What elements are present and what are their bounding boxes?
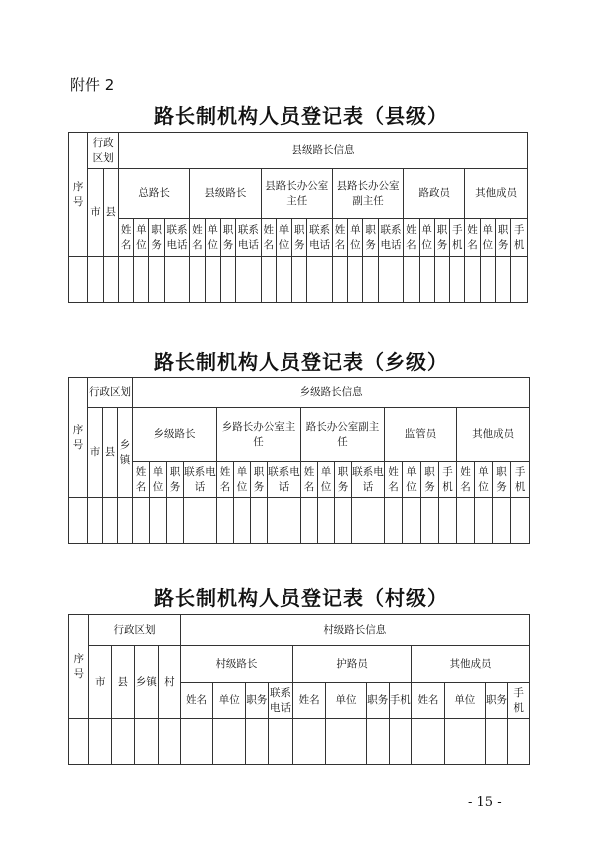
city-header: 市 — [89, 646, 112, 719]
field-header: 职务 — [367, 683, 390, 719]
field-header: 姓名 — [301, 462, 318, 498]
empty-cell — [150, 498, 167, 544]
field-header: 单位 — [444, 683, 485, 719]
group-header: 县路长办公室主任 — [261, 169, 332, 219]
group-header: 村级路长 — [180, 646, 293, 683]
group-header: 总路长 — [118, 169, 189, 219]
group-header: 监管员 — [385, 408, 457, 462]
empty-cell — [112, 719, 135, 765]
field-header: 联系电话 — [184, 462, 217, 498]
empty-cell — [69, 257, 88, 303]
empty-cell — [404, 257, 419, 303]
empty-cell — [352, 498, 385, 544]
field-header: 职务 — [220, 219, 235, 257]
town-registration-table — [68, 377, 530, 544]
empty-cell — [134, 257, 149, 303]
empty-cell — [234, 498, 251, 544]
empty-cell — [103, 257, 118, 303]
empty-cell — [118, 498, 133, 544]
field-header: 单位 — [419, 219, 434, 257]
empty-cell — [268, 498, 301, 544]
empty-cell — [495, 257, 510, 303]
field-header: 单位 — [213, 683, 246, 719]
field-header: 单位 — [318, 462, 335, 498]
county-header: 县 — [103, 169, 118, 257]
empty-cell — [389, 719, 412, 765]
field-header: 单位 — [205, 219, 220, 257]
empty-cell — [511, 257, 528, 303]
field-header: 职务 — [363, 219, 378, 257]
empty-cell — [332, 257, 347, 303]
village-registration-table — [68, 614, 530, 765]
county-table-title: 路长制机构人员登记表（县级） — [154, 104, 448, 128]
empty-cell — [190, 257, 205, 303]
township-header: 乡镇 — [118, 408, 133, 498]
empty-cell — [465, 257, 480, 303]
field-header: 职务 — [495, 219, 510, 257]
empty-cell — [180, 719, 213, 765]
field-header: 姓名 — [465, 219, 480, 257]
town-table-title: 路长制机构人员登记表（乡级） — [154, 350, 448, 374]
empty-cell — [134, 719, 159, 765]
empty-cell — [220, 257, 235, 303]
field-header: 手机 — [508, 683, 530, 719]
empty-cell — [205, 257, 220, 303]
field-header: 姓名 — [133, 462, 150, 498]
village-header: 村 — [159, 646, 181, 719]
empty-cell — [508, 719, 530, 765]
city-header: 市 — [88, 408, 103, 498]
empty-cell — [385, 498, 403, 544]
field-header: 职务 — [246, 683, 269, 719]
group-header: 路长办公室副主任 — [301, 408, 385, 462]
table-row — [69, 257, 528, 303]
group-header: 其他成员 — [465, 169, 528, 219]
field-header: 姓名 — [404, 219, 419, 257]
group-header: 县路长办公室副主任 — [332, 169, 403, 219]
field-header: 单位 — [348, 219, 363, 257]
field-header: 职务 — [149, 219, 164, 257]
township-header: 乡镇 — [134, 646, 159, 719]
field-header: 职务 — [421, 462, 439, 498]
empty-cell — [419, 257, 434, 303]
empty-cell — [133, 498, 150, 544]
empty-cell — [363, 257, 378, 303]
admin-header: 行政区划 — [88, 378, 133, 408]
empty-cell — [493, 498, 511, 544]
field-header: 职务 — [251, 462, 268, 498]
field-header: 单位 — [150, 462, 167, 498]
empty-cell — [457, 498, 475, 544]
empty-cell — [276, 257, 291, 303]
empty-cell — [444, 719, 485, 765]
empty-cell — [403, 498, 421, 544]
field-header: 姓名 — [217, 462, 234, 498]
empty-cell — [485, 719, 508, 765]
village-table-title: 路长制机构人员登记表（村级） — [154, 586, 448, 610]
field-header: 单位 — [134, 219, 149, 257]
empty-cell — [184, 498, 217, 544]
group-header: 乡路长办公室主任 — [217, 408, 301, 462]
empty-cell — [326, 719, 367, 765]
empty-cell — [335, 498, 352, 544]
empty-cell — [292, 257, 307, 303]
field-header: 手机 — [511, 462, 530, 498]
field-header: 联系电话 — [268, 462, 301, 498]
empty-cell — [213, 719, 246, 765]
county-header: 县 — [112, 646, 135, 719]
empty-cell — [88, 498, 103, 544]
seq-header: 序号 — [69, 133, 88, 257]
group-header: 其他成员 — [457, 408, 530, 462]
info-header: 村级路长信息 — [180, 615, 529, 646]
empty-cell — [301, 498, 318, 544]
field-header: 姓名 — [118, 219, 133, 257]
field-header: 姓名 — [180, 683, 213, 719]
info-header: 县级路长信息 — [118, 133, 527, 169]
admin-header: 行政区划 — [89, 615, 180, 646]
empty-cell — [89, 719, 112, 765]
empty-cell — [511, 498, 530, 544]
empty-cell — [450, 257, 465, 303]
field-header: 姓名 — [385, 462, 403, 498]
field-header: 姓名 — [261, 219, 276, 257]
field-header: 手机 — [511, 219, 528, 257]
seq-header: 序号 — [69, 378, 88, 498]
field-header: 联系电话 — [352, 462, 385, 498]
field-header: 姓名 — [412, 683, 445, 719]
empty-cell — [268, 719, 293, 765]
empty-cell — [348, 257, 363, 303]
county-header: 县 — [103, 408, 118, 498]
field-header: 姓名 — [457, 462, 475, 498]
seq-header: 序号 — [69, 615, 89, 719]
empty-cell — [261, 257, 276, 303]
empty-cell — [246, 719, 269, 765]
empty-cell — [88, 257, 103, 303]
county-registration-table — [68, 132, 528, 303]
empty-cell — [475, 498, 493, 544]
field-header: 单位 — [403, 462, 421, 498]
table-row — [69, 719, 530, 765]
city-header: 市 — [88, 169, 103, 257]
empty-cell — [480, 257, 495, 303]
field-header: 手机 — [439, 462, 457, 498]
field-header: 姓名 — [293, 683, 326, 719]
field-header: 姓名 — [190, 219, 205, 257]
group-header: 其他成员 — [412, 646, 530, 683]
field-header: 手机 — [389, 683, 412, 719]
empty-cell — [69, 719, 89, 765]
field-header: 单位 — [276, 219, 291, 257]
field-header: 姓名 — [332, 219, 347, 257]
empty-cell — [293, 719, 326, 765]
empty-cell — [251, 498, 268, 544]
empty-cell — [412, 719, 445, 765]
empty-cell — [103, 498, 118, 544]
field-header: 联系电话 — [378, 219, 403, 257]
field-header: 联系电话 — [307, 219, 332, 257]
group-header: 乡级路长 — [133, 408, 217, 462]
empty-cell — [236, 257, 261, 303]
empty-cell — [167, 498, 184, 544]
empty-cell — [421, 498, 439, 544]
empty-cell — [159, 719, 181, 765]
field-header: 联系电话 — [164, 219, 189, 257]
group-header: 县级路长 — [190, 169, 261, 219]
field-header: 职务 — [434, 219, 449, 257]
empty-cell — [439, 498, 457, 544]
group-header: 路政员 — [404, 169, 465, 219]
info-header: 乡级路长信息 — [133, 378, 530, 408]
group-header: 护路员 — [293, 646, 412, 683]
empty-cell — [318, 498, 335, 544]
empty-cell — [69, 498, 88, 544]
attachment-label: 附件 2 — [70, 76, 115, 94]
field-header: 职务 — [292, 219, 307, 257]
empty-cell — [149, 257, 164, 303]
field-header: 单位 — [326, 683, 367, 719]
field-header: 手机 — [450, 219, 465, 257]
empty-cell — [164, 257, 189, 303]
empty-cell — [434, 257, 449, 303]
field-header: 联系电话 — [236, 219, 261, 257]
field-header: 单位 — [234, 462, 251, 498]
field-header: 联系电话 — [268, 683, 293, 719]
empty-cell — [367, 719, 390, 765]
field-header: 职务 — [335, 462, 352, 498]
field-header: 职务 — [485, 683, 508, 719]
empty-cell — [217, 498, 234, 544]
admin-header: 行政区划 — [88, 133, 119, 169]
empty-cell — [378, 257, 403, 303]
empty-cell — [307, 257, 332, 303]
field-header: 单位 — [475, 462, 493, 498]
field-header: 单位 — [480, 219, 495, 257]
field-header: 职务 — [493, 462, 511, 498]
empty-cell — [118, 257, 133, 303]
page-number: - 15 - — [468, 795, 502, 810]
field-header: 职务 — [167, 462, 184, 498]
table-row — [69, 498, 530, 544]
